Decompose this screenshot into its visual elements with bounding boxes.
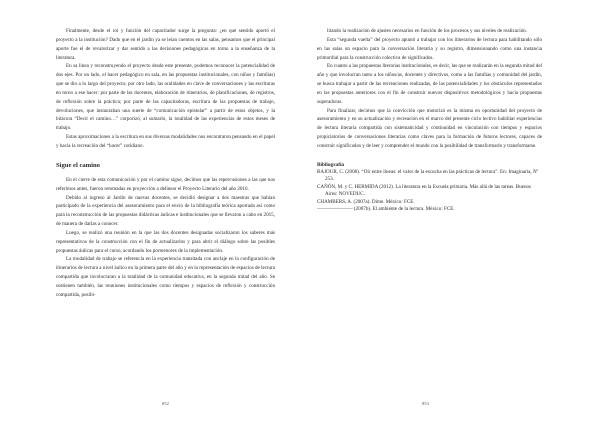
bibliography-list — [317, 169, 542, 214]
bibliography-entry: CHAMBERS, A. (2007a). Dime. México: FCE. — [317, 198, 415, 205]
right-page — [300, 0, 600, 424]
page-number: 852 — [162, 401, 169, 406]
right-text-column — [317, 27, 542, 214]
paragraph: litando la realización de ajustes necesarios en función de los procesos y sus niveles de realización. — [327, 28, 527, 34]
paragraph: Luego, se realizó una reunión en la que las dos docentes designadas socializaron los saberes más representativos de la construcción con el fin de actualizarlos y para abrir el diálogo sobre las posibles propuestas áulicas para el curso, acordando los pormenores de la implementación. — [56, 229, 275, 254]
bibliography-entry: CAÑÓN, M. y C. HERMIDA (2012). La literatura en la Escuela primaria. Más allá de las tareas. Buenos Aires: NOVEDUC. — [317, 183, 532, 198]
paragraph: Finalmente, desde el rol y función del capacitador surge la pregunta: ¿en qué sentido aportó el proyecto a la institución? Dado que en el jardín ya se leían cuentos en las salas, pensamos que el principal aporte fue el de revalorizar y dar sentido a las decisiones pedagógicas en torno a la enseñanza de la literatura. — [56, 28, 275, 61]
paragraph: La modalidad de trabajo se referencia en la experiencia transitada con anclaje en la configuración de itinerarios de lectura a nivel áulico en la primera parte del año y en la representación de espacios de lectura compartida que involucraran a la totalidad de la comunidad educativa, en la segunda mitad del año. Se sostienen también, las reuniones institucionales como tiempos y espacios de reflexión y construcción compartida, posibi- — [56, 256, 275, 298]
bibliography-entry: ——————— (2007b). El ambiente de la lectura. México: FCE. — [317, 206, 455, 213]
paragraph: En el cierre de esta comunicación y por el camino sigue, decimos que las repercusiones a las que nos referimos antes, fueron retomadas en proyección a delinear el Proyecto Literario del año 2016. — [56, 176, 275, 192]
paragraph: Debido al ingreso al Jardín de nuevas docentes, se decidió designar a dos maestras que habían participado de la experiencia del asesoramiento para el envío de la bibliografía teórica aportada así como para la reconstrucción de las propuestas didácticas áulicas e institucionales que se llevaron a cabo en 2015, de manera de darlas a conocer. — [56, 194, 275, 228]
paragraph: En sa línea y reconstruyendo el proyecto desde este presente, podemos reconocer la potencialidad de dos ejes. Por un lado, el hacer pedagógico en sala, en las propuestas institucionales, con niños y familias) que se dio a lo largo del proyecto; por otro lado, las oralidades en clave de conversaciones y las escrituras en torno a ese hacer: por parte de las docentes, elaboración de itinerarios, de planificaciones, de registros, de reflexión sobre la práctica; por parte de las capacitadoras, escritura de las propuestas de trabajo, devoluciones, que instauraban una suerte de “comunicación epistolar” a partir de estos objetos, y la bitácora “Decir el camino…” corporizó, al sumarlo, la totalidad de las experiencias de estos meses de trabajo. — [56, 63, 275, 132]
paragraph: Esta “segunda vuelta” del proyecto apuntó a trabajar con los itinerarios de lectura para habilitando sólo en las salas un espacio para la conversación literaria y su registro, dimensionando como una instancia primordial para la construcción colectiva de significados. — [317, 36, 542, 61]
bibliography-entry: BAJOUR, C. (2008). “Oír entre líneas: el valor de la escucha en las prácticas de lectura”. En: Imaginaria, Nº 253. — [317, 168, 539, 183]
paragraph: Para finalizar, decimos que la convicción que motorizó es la misma en oportunidad del proyecto de asesoramiento y en su actualización y recreación en el marco del presente ciclo lectivo habilitar experiencias de lectura literaria compartida con sistematicidad y continuidad en vinculación con tiempos y espacios propiciatorios de conversaciones literarias como claves para la formación de futuros lectores, capaces de construir significados y de leer y comprender el mundo con la posibilidad de transformarlo y transformarse. — [317, 107, 542, 149]
section-heading: Sigue el camino — [56, 161, 100, 169]
page-number: 853 — [422, 401, 429, 406]
paragraph: Estas aproximaciones a la escritura en sus diversas modalidades nos encontraron pensando en el papel y hacia la recreación del “hacer” cotidiano. — [56, 134, 275, 149]
paragraph: En cuanto a las propuestas literarias institucionales, es decir, las que se realizarán en la segunda mitad del año y que involucran tanto a los niños/as, docentes y directivos, como a las familias y comunidad del jardín, se busca trabajar a partir de las recreaciones realizadas, de las potencialidades y los obstáculos representados en las propuestas anteriores con el fin de construir nuevos dispositivos metodológicos y hacia propuestas superadoras. — [317, 63, 542, 105]
left-text-column — [56, 27, 275, 300]
bibliography-heading: Bibliografía — [317, 161, 345, 168]
